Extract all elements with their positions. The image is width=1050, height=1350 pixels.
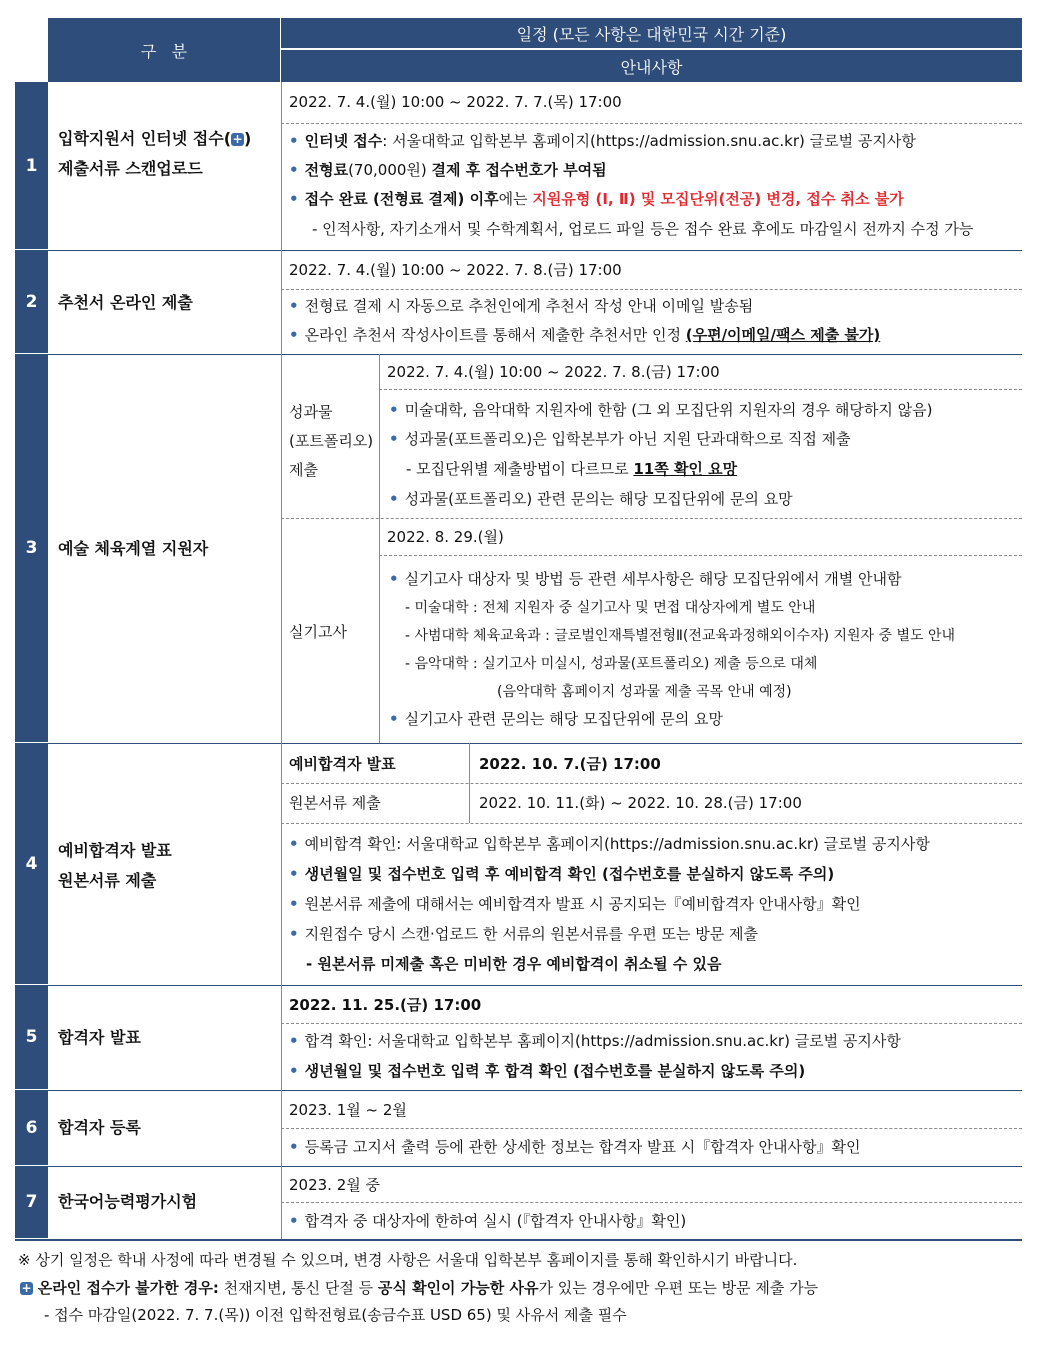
header-guide-label: 안내사항: [620, 57, 683, 77]
row-4-number: 4: [15, 743, 48, 985]
row-4-bullet-4: • 지원접수 당시 스캔·업로드 한 서류의 원본서류를 우편 또는 방문 제출: [289, 925, 758, 943]
row-7-bullet-1: • 합격자 중 대상자에 한하여 실시 (『합격자 안내사항』확인): [289, 1212, 687, 1230]
row-7-number: 7: [15, 1166, 48, 1239]
row-5-number: 5: [15, 985, 48, 1090]
portfolio-label: 성과물 (포트폴리오) 제출: [289, 403, 374, 479]
row-3-number: 3: [15, 354, 48, 743]
footer-note-1: ※ 상기 일정은 학내 사정에 따라 변경될 수 있으며, 변경 사항은 서울대 입학본부 홈페이지를 통해 확인하시기 바랍니다.: [18, 1251, 798, 1269]
row-4-sub: - 원본서류 미제출 혹은 미비한 경우 예비합격이 취소될 수 있음: [306, 955, 722, 973]
header-category: [48, 18, 280, 82]
row-2-title: 추천서 온라인 제출: [58, 293, 193, 312]
row-4-sub2-date: 2022. 10. 11.(화) ~ 2022. 10. 28.(금) 17:00: [479, 794, 802, 812]
row-6-date: 2023. 1월 ~ 2월: [289, 1101, 407, 1119]
row-1-bullet-1: • 인터넷 접수: 서울대학교 입학본부 홈페이지(https://admission.snu.ac.kr) 글로벌 공지사항: [289, 132, 916, 150]
row-5-bullet-1: • 합격 확인: 서울대학교 입학본부 홈페이지(https://admission.snu.ac.kr) 글로벌 공지사항: [289, 1032, 901, 1050]
row-3-title: 예술 체육계열 지원자: [58, 539, 209, 558]
header-blank: [15, 18, 48, 82]
row-4-bullet-1: • 예비합격 확인: 서울대학교 입학본부 홈페이지(https://admission.snu.ac.kr) 글로벌 공지사항: [289, 835, 930, 853]
practical-bullet-2: • 실기고사 관련 문의는 해당 모집단위에 문의 요망: [389, 710, 724, 728]
row-7-date: 2023. 2월 중: [289, 1176, 381, 1194]
row-4-bullet-2: • 생년월일 및 접수번호 입력 후 예비합격 확인 (접수번호를 분실하지 않도록 주의): [289, 865, 835, 883]
practical-date: 2022. 8. 29.(월): [387, 528, 504, 546]
row-2-bullet-2: • 온라인 추천서 작성사이트를 통해서 제출한 추천서만 인정 (우편/이메일/팩스 제출 불가): [289, 326, 881, 344]
row-7-title: 한국어능력평가시험: [58, 1192, 198, 1211]
row-6-number: 6: [15, 1090, 48, 1166]
portfolio-bullet-3: • 성과물(포트폴리오) 관련 문의는 해당 모집단위에 문의 요망: [389, 490, 793, 508]
header-schedule-label: 일정 (모든 사항은 대한민국 시간 기준): [516, 24, 787, 44]
row-6-bullet-1: • 등록금 고지서 출력 등에 관한 상세한 정보는 합격자 발표 시『합격자 안내사항』확인: [289, 1138, 861, 1156]
row-4-bullet-3: • 원본서류 제출에 대해서는 예비합격자 발표 시 공지되는『예비합격자 안내사항』확인: [289, 895, 861, 913]
plus-icon: +: [21, 1281, 32, 1295]
row-1-date: 2022. 7. 4.(월) 10:00 ~ 2022. 7. 7.(목) 17:00: [289, 93, 622, 111]
row-1-sub: - 인적사항, 자기소개서 및 수학계획서, 업로드 파일 등은 접수 완료 후에도 마감일시 전까지 수정 가능: [312, 220, 974, 238]
practical-label: 실기고사: [289, 623, 347, 641]
header-schedule: [281, 18, 1022, 49]
header-category-label: 구 분: [140, 41, 188, 61]
practical-sub-2: - 사범대학 체육교육과 : 글로벌인재특별전형Ⅱ(전교육과정해외이수자) 지원자 중 별도 안내: [405, 628, 956, 644]
row-2-number: 2: [15, 250, 48, 354]
footer-note-2: + 온라인 접수가 불가한 경우: 천재지변, 통신 단절 등 공식 확인이 가능한 사유가 있는 경우에만 우편 또는 방문 제출 가능: [21, 1279, 819, 1297]
row-2-date: 2022. 7. 4.(월) 10:00 ~ 2022. 7. 8.(금) 17:00: [289, 261, 622, 279]
row-4-title: 예비합격자 발표 원본서류 제출: [58, 841, 172, 890]
row-1-number: 1: [15, 82, 48, 250]
row-4-sub1-label: 예비합격자 발표: [289, 755, 396, 773]
practical-sub-4: (음악대학 홈페이지 성과물 제출 곡목 안내 예정): [497, 684, 792, 700]
portfolio-date: 2022. 7. 4.(월) 10:00 ~ 2022. 7. 8.(금) 17:00: [387, 363, 720, 381]
row-4-sub1-date: 2022. 10. 7.(금) 17:00: [479, 755, 661, 773]
portfolio-bullet-2: • 성과물(포트폴리오)은 입학본부가 아닌 지원 단과대학으로 직접 제출: [389, 430, 851, 448]
practical-bullet-1: • 실기고사 대상자 및 방법 등 관련 세부사항은 해당 모집단위에서 개별 안내함: [389, 570, 902, 588]
portfolio-bullet-1: • 미술대학, 음악대학 지원자에 한함 (그 외 모집단위 지원자의 경우 해당하지 않음): [389, 401, 933, 419]
row-1-title: 입학지원서 인터넷 접수(+) 제출서류 스캔업로드: [58, 129, 252, 178]
footer-note-3: - 접수 마감일(2022. 7. 7.(목)) 이전 입학전형료(송금수표 USD 65) 및 사유서 제출 필수: [44, 1306, 627, 1324]
row-1-bullet-3: • 접수 완료 (전형료 결제) 이후에는 지원유형 (Ⅰ, Ⅱ) 및 모집단위(전공) 변경, 접수 취소 불가: [289, 190, 904, 208]
header-guide: [281, 50, 1022, 82]
row-2-bullet-1: • 전형료 결제 시 자동으로 추천인에게 추천서 작성 안내 이메일 발송됨: [289, 297, 754, 315]
row-6-title: 합격자 등록: [58, 1118, 141, 1137]
practical-sub-3: - 음악대학 : 실기고사 미실시, 성과물(포트폴리오) 제출 등으로 대체: [405, 656, 818, 672]
row-5-date: 2022. 11. 25.(금) 17:00: [289, 996, 482, 1014]
portfolio-sub: - 모집단위별 제출방법이 다르므로 11쪽 확인 요망: [406, 460, 738, 478]
row-1-bullet-2: • 전형료(70,000원) 결제 후 접수번호가 부여됨: [289, 161, 607, 179]
plus-icon: +: [232, 132, 243, 146]
row-5-bullet-2: • 생년월일 및 접수번호 입력 후 합격 확인 (접수번호를 분실하지 않도록 주의): [289, 1062, 806, 1080]
row-5-title: 합격자 발표: [58, 1028, 141, 1047]
row-4-sub2-label: 원본서류 제출: [289, 794, 381, 812]
practical-sub-1: - 미술대학 : 전체 지원자 중 실기고사 및 면접 대상자에게 별도 안내: [405, 600, 816, 616]
